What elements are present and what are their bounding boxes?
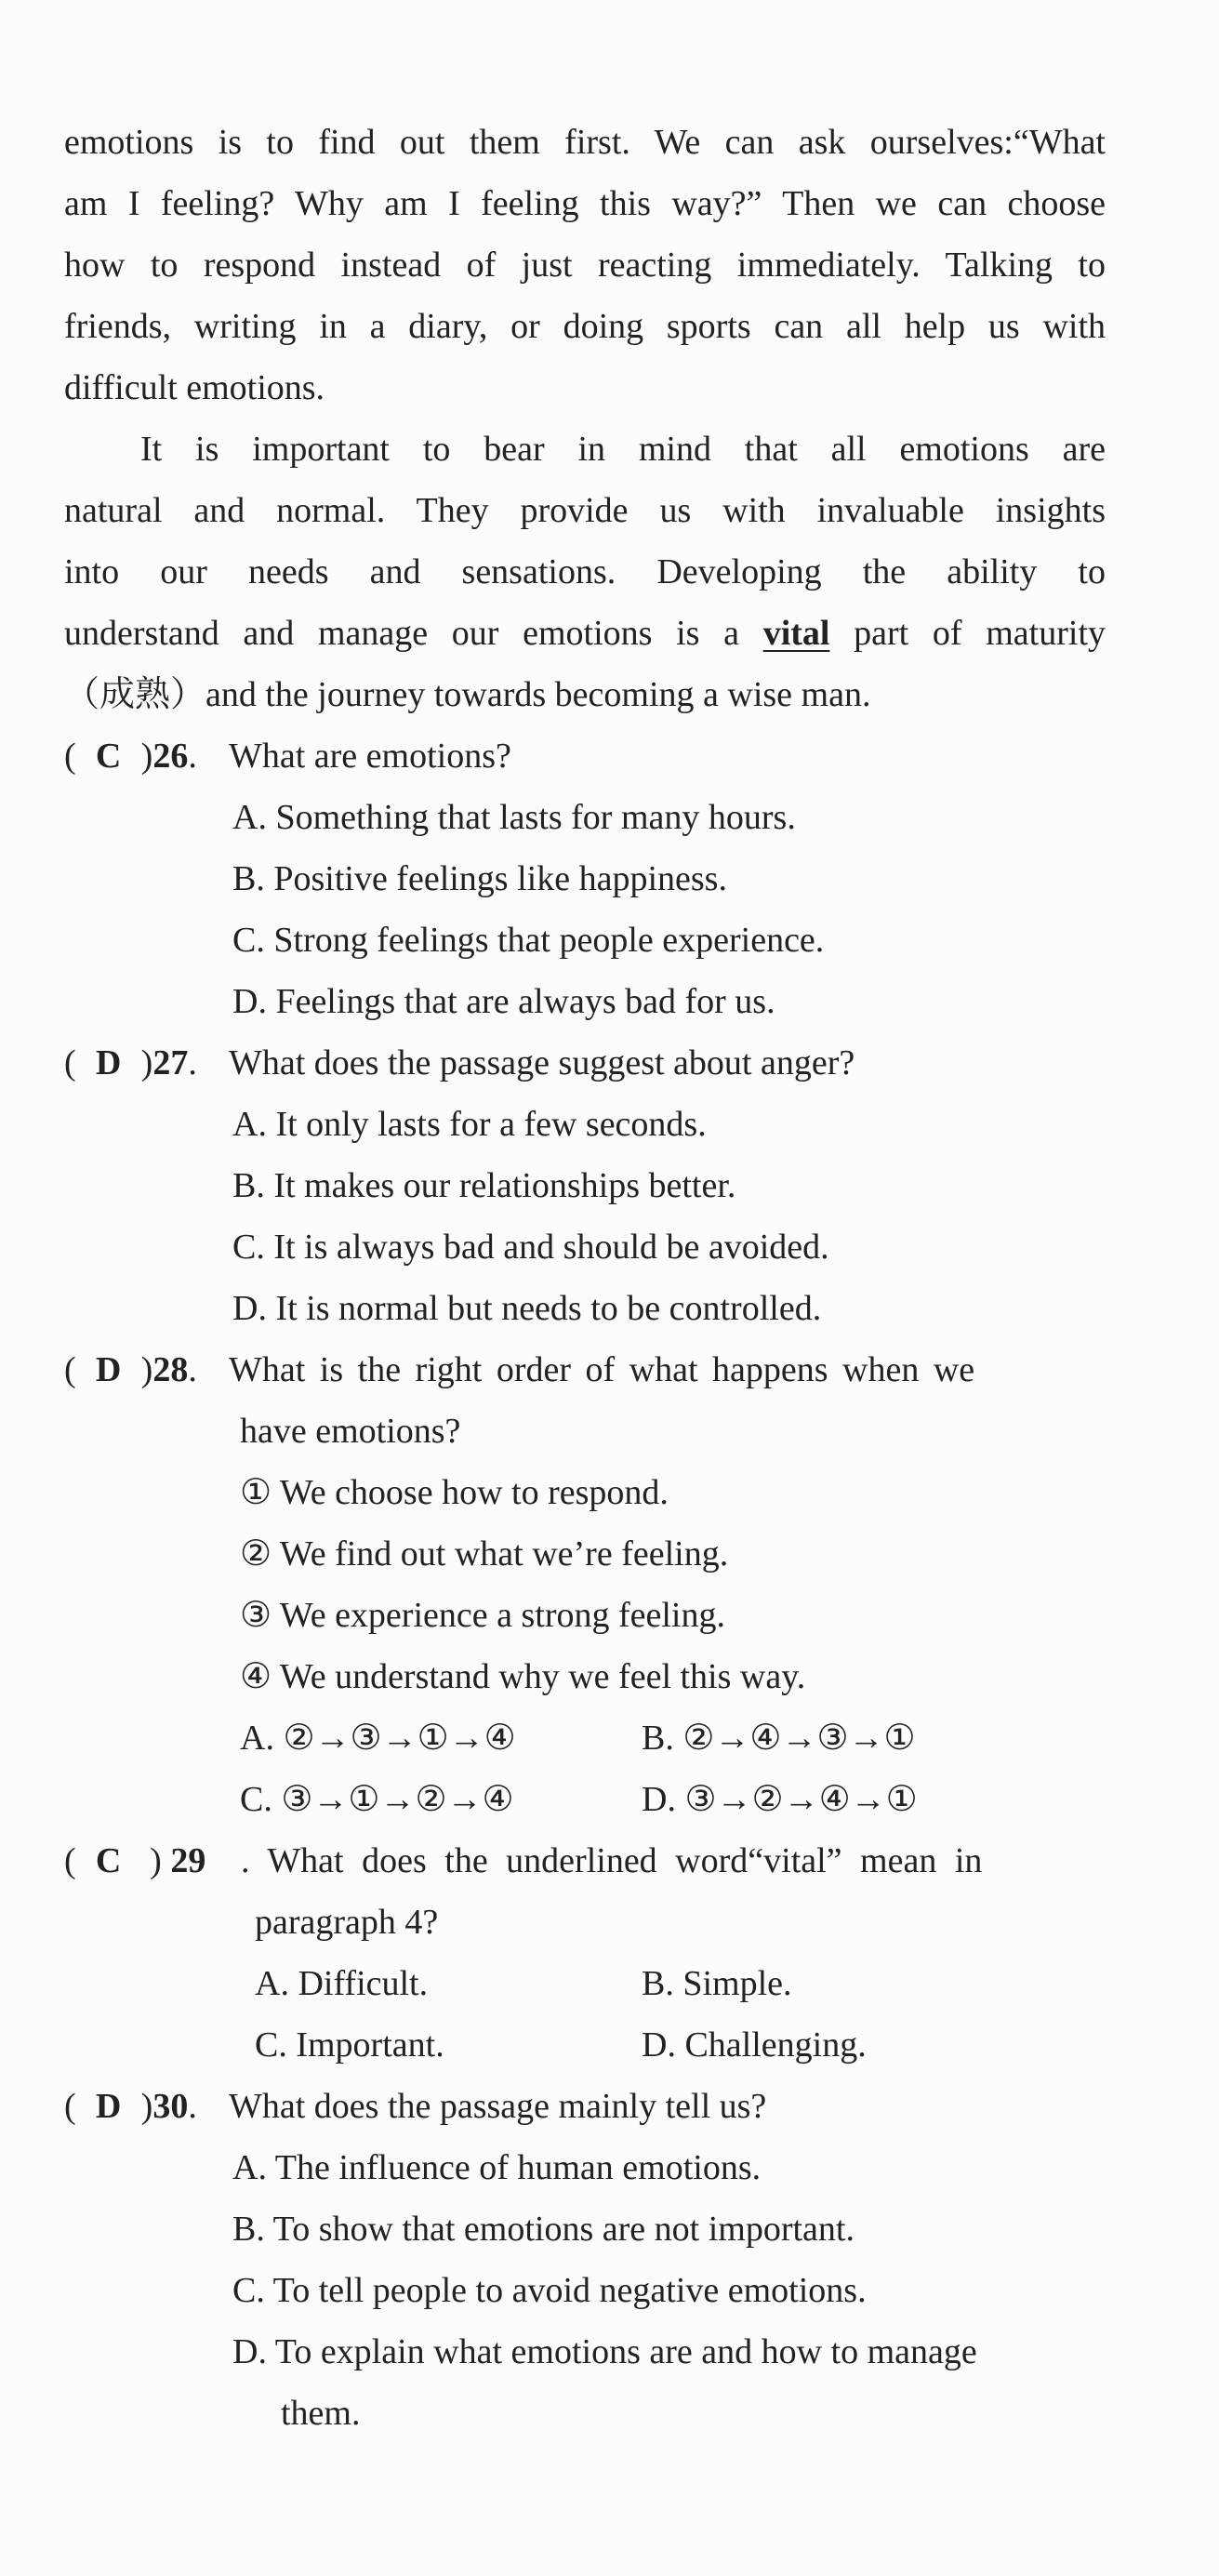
option-c: C. ③→①→②→④ [240, 1780, 514, 1819]
option-a: A. The influence of human emotions. [232, 2148, 762, 2187]
question-27 [64, 1032, 855, 1094]
question-30 [64, 2076, 766, 2137]
option-c: C. It is always bad and should be avoided. [232, 1228, 829, 1267]
passage-text: understand and manage our emotions is a [64, 614, 763, 653]
option-a: A. Difficult. [255, 1964, 429, 2003]
option-c: C. Important. [255, 2025, 444, 2065]
option-c: C. To tell people to avoid negative emotions. [232, 2271, 867, 2310]
option-d: D. To explain what emotions are and how to manage [232, 2332, 977, 2371]
passage-line: natural and normal. They provide us with invaluable insights [64, 491, 1106, 530]
passage-line: how to respond instead of just reacting immediately. Talking to [64, 246, 1106, 285]
answer-bracket: ( C )26. [64, 725, 229, 787]
option-a: A. Something that lasts for many hours. [232, 798, 796, 837]
passage-line: friends, writing in a diary, or doing sports can all help us with [64, 307, 1106, 346]
question-29 [64, 1830, 982, 1892]
option-b: B. Positive feelings like happiness. [232, 859, 727, 898]
option-d: D. Challenging. [642, 2025, 867, 2065]
question-number: 28 [152, 1350, 189, 1389]
passage-line [64, 603, 1106, 664]
option-d: D. It is normal but needs to be controlled. [232, 1289, 822, 1328]
step-1: ① We choose how to respond. [240, 1473, 669, 1512]
answer-bracket: ( D )28. [64, 1339, 229, 1401]
question-28 [64, 1339, 974, 1401]
passage-line: （成熟）and the journey towards becoming a wise man. [64, 675, 871, 714]
question-prompt-continued: have emotions? [240, 1412, 461, 1451]
step-3: ③ We experience a strong feeling. [240, 1596, 725, 1635]
option-c: C. Strong feelings that people experience. [232, 921, 825, 960]
question-prompt: What is the right order of what happens when we [229, 1350, 975, 1389]
passage-line: into our needs and sensations. Developing the ability to [64, 552, 1106, 591]
question-prompt: What does the passage suggest about anger? [229, 1043, 855, 1082]
question-number: 27 [152, 1043, 189, 1082]
option-d: D. Feelings that are always bad for us. [232, 982, 775, 1021]
option-a: A. ②→③→①→④ [240, 1719, 516, 1758]
passage-line: emotions is to find out them first. We can ask ourselves:“What [64, 123, 1106, 162]
answer-bracket: ( C ) 29 [64, 1830, 241, 1892]
passage-line: It is important to bear in mind that all emotions are [140, 430, 1106, 469]
question-prompt: What are emotions? [229, 737, 511, 776]
question-number: 29 [170, 1841, 206, 1880]
option-a: A. It only lasts for a few seconds. [232, 1105, 707, 1144]
answer-letter: D [95, 1043, 122, 1082]
question-prompt: What does the passage mainly tell us? [229, 2087, 767, 2126]
answer-letter: D [95, 1350, 122, 1389]
answer-letter: D [95, 2087, 122, 2126]
answer-letter: C [95, 1841, 122, 1880]
answer-bracket: ( D )27. [64, 1032, 229, 1094]
step-2: ② We find out what we’re feeling. [240, 1534, 729, 1573]
option-b: B. ②→④→③→① [642, 1719, 916, 1758]
answer-letter: C [95, 737, 122, 776]
passage-line: difficult emotions. [64, 368, 325, 407]
question-prompt-continued: paragraph 4? [255, 1903, 439, 1942]
question-number: 26 [152, 737, 189, 776]
passage-line: am I feeling? Why am I feeling this way?” Then we can choose [64, 184, 1106, 223]
passage-text: part of maturity [829, 614, 1106, 653]
step-4: ④ We understand why we feel this way. [240, 1657, 806, 1696]
option-d: D. ③→②→④→① [642, 1780, 918, 1819]
question-26 [64, 725, 511, 787]
question-number: 30 [152, 2087, 189, 2126]
option-b: B. To show that emotions are not important. [232, 2210, 855, 2249]
underlined-word-vital: vital [762, 614, 830, 653]
question-prompt: . What does the underlined word“vital” mean in [241, 1841, 983, 1880]
option-b: B. Simple. [642, 1964, 792, 2003]
answer-bracket: ( D )30. [64, 2076, 229, 2137]
option-b: B. It makes our relationships better. [232, 1166, 736, 1205]
option-d-continued: them. [281, 2394, 361, 2433]
